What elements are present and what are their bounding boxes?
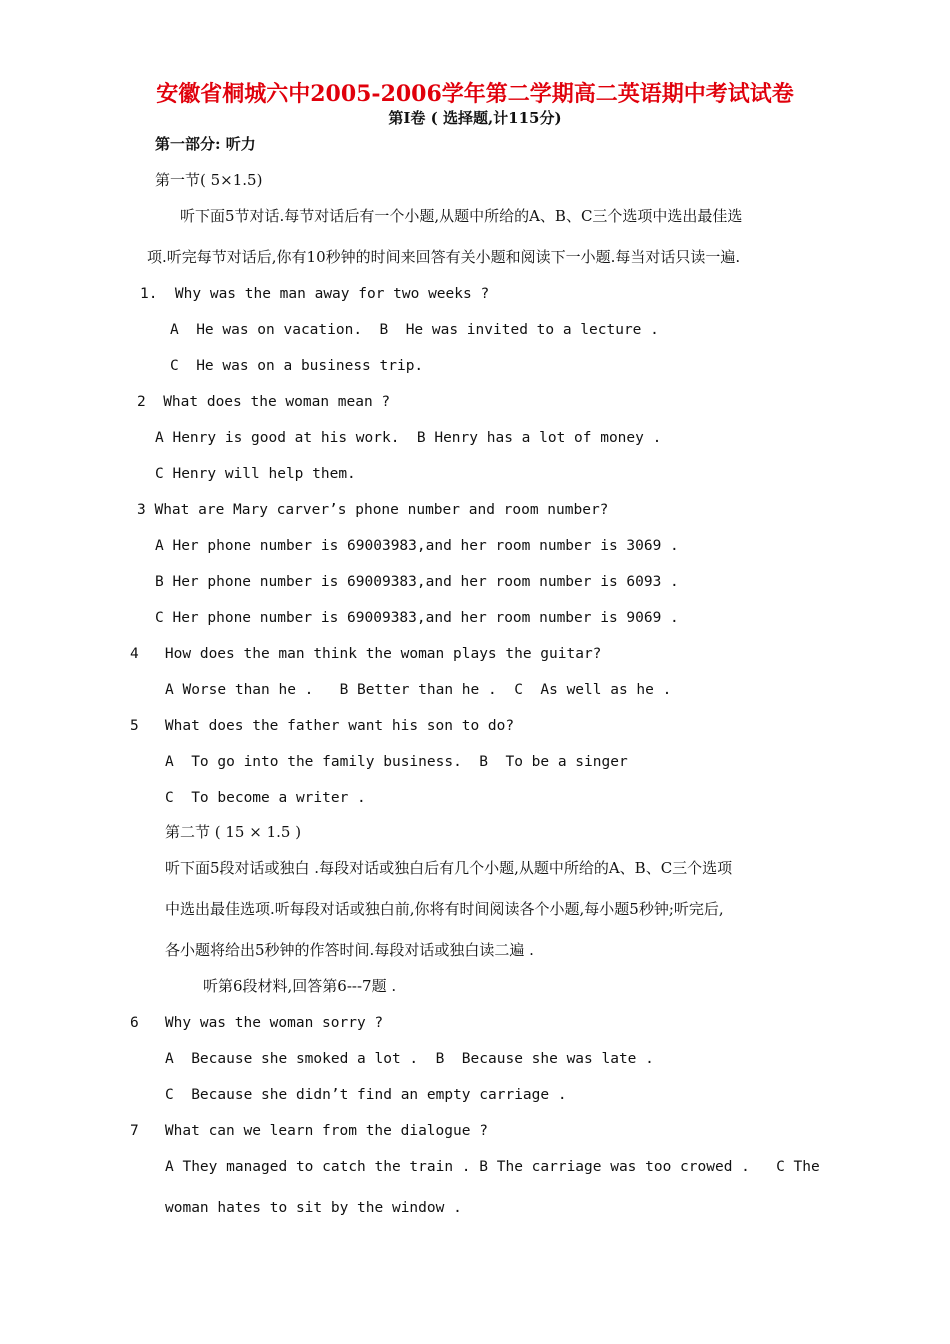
question-5: 5 What does the father want his son to do? [130,718,515,734]
question-1-option-line-1: A He was on vacation. B He was invited to a lecture . [170,322,659,338]
section1-instruction-2: 项.听完每节对话后,你有10秒钟的时间来回答有关小题和阅读下一小题.每当对话只读一遍. [147,248,741,266]
question-5-option-line-1: A To go into the family business. B To be a singer [165,754,628,770]
question-1: 1. Why was the man away for two weeks ? [140,286,490,302]
question-2: 2 What does the woman mean ? [137,394,391,410]
section2-instruction-3: 各小题将给出5秒钟的作答时间.每段对话或独白读二遍 . [165,941,534,959]
question-1-option-line-2: C He was on a business trip. [170,358,424,374]
question-5-option-line-2: C To become a writer . [165,790,366,806]
question-3-option-line-2: B Her phone number is 69009383,and her room number is 6093 . [155,574,679,590]
question-3-option-line-3: C Her phone number is 69009383,and her room number is 9069 . [155,610,679,626]
page-title: 安徽省桐城六中2005-2006学年第二学期高二英语期中考试试卷 [156,81,794,107]
question-2-option-line-1: A Henry is good at his work. B Henry has a lot of money . [155,430,662,446]
question-4: 4 How does the man think the woman plays the guitar? [130,646,602,662]
part1-heading: 第一部分: 听力 [155,135,256,153]
question-6-option-line-1: A Because she smoked a lot . B Because she was late . [165,1051,654,1067]
question-7-option-line-2: woman hates to sit by the window . [165,1200,462,1216]
question-6: 6 Why was the woman sorry ? [130,1015,384,1031]
section2-instruction-2: 中选出最佳选项.听每段对话或独白前,你将有时间阅读各个小题,每小题5秒钟;听完后, [165,900,724,918]
question-3-option-line-1: A Her phone number is 69003983,and her room number is 3069 . [155,538,679,554]
section1-instruction-1: 听下面5节对话.每节对话后有一个小题,从题中所给的A、B、C三个选项中选出最佳选 [180,207,743,225]
section1-heading: 第一节( 5×1.5) [155,171,263,189]
section2-heading: 第二节 ( 15 × 1.5 ) [165,823,302,841]
question-2-option-line-2: C Henry will help them. [155,466,356,482]
question-7-option-line-1: A They managed to catch the train . B The carriage was too crowed . C The [165,1159,820,1175]
question-7: 7 What can we learn from the dialogue ? [130,1123,488,1139]
question-6-option-line-2: C Because she didn’t find an empty carriage . [165,1087,567,1103]
section2-instruction-1: 听下面5段对话或独白 .每段对话或独白后有几个小题,从题中所给的A、B、C三个选项 [165,859,733,877]
question-4-option-line-1: A Worse than he . B Better than he . C As well as he . [165,682,672,698]
page-subtitle: 第I卷 ( 选择题,计115分) [388,109,562,127]
question-3: 3 What are Mary carver’s phone number and room number? [137,502,609,518]
material-note: 听第6段材料,回答第6---7题 . [203,977,397,995]
